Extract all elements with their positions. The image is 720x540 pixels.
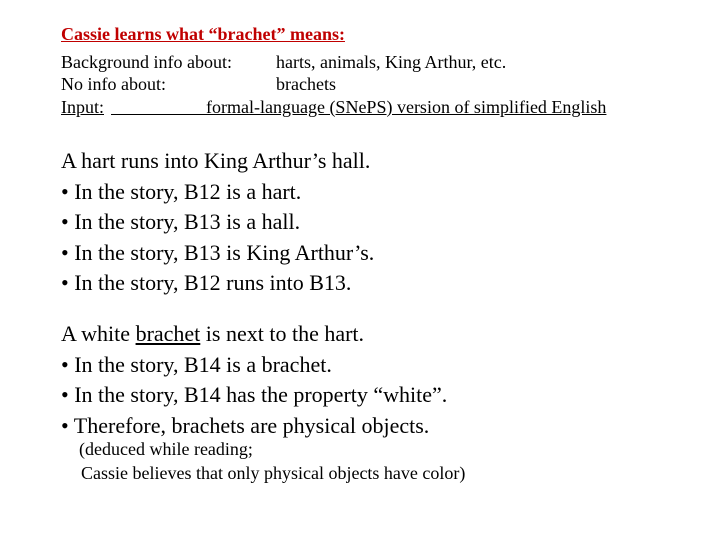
note-line: (deduced while reading; — [79, 439, 253, 459]
bullet-item: • In the story, B14 is a brachet. — [61, 351, 332, 377]
bullet-item: • In the story, B14 has the property “white”. — [61, 382, 448, 407]
input-value: formal-language (SNePS) version of simplified English — [206, 97, 607, 117]
bullet-item: • In the story, B13 is King Arthur’s. — [61, 239, 375, 265]
background-info-label: Background info about: — [61, 52, 232, 72]
brachet-sentence — [61, 319, 447, 350]
bullet-item: • Therefore, brachets are physical objects. — [61, 412, 430, 438]
hart-sentence: A hart runs into King Arthur’s hall. — [61, 148, 371, 173]
no-info-value: brachets — [276, 74, 336, 94]
background-info-value: harts, animals, King Arthur, etc. — [276, 52, 507, 72]
hart-passage — [61, 146, 374, 299]
brachet-sentence-pre: A white — [61, 321, 136, 346]
brachet-passage — [61, 319, 447, 441]
brachet-word: brachet — [135, 321, 201, 346]
brachet-sentence-post: is next to the hart. — [200, 321, 365, 346]
input-label: Input: — [61, 97, 104, 117]
input-underline-gap — [111, 93, 206, 115]
bullet-item: • In the story, B13 is a hall. — [61, 209, 301, 234]
slide-title: Cassie learns what “brachet” means: — [61, 24, 345, 44]
note-line: Cassie believes that only physical objects have color) — [81, 463, 466, 483]
deduction-note — [79, 437, 465, 485]
bullet-item: • In the story, B12 runs into B13. — [61, 270, 352, 295]
no-info-label: No info about: — [61, 74, 166, 94]
bullet-item: • In the story, B12 is a hart. — [61, 178, 302, 204]
